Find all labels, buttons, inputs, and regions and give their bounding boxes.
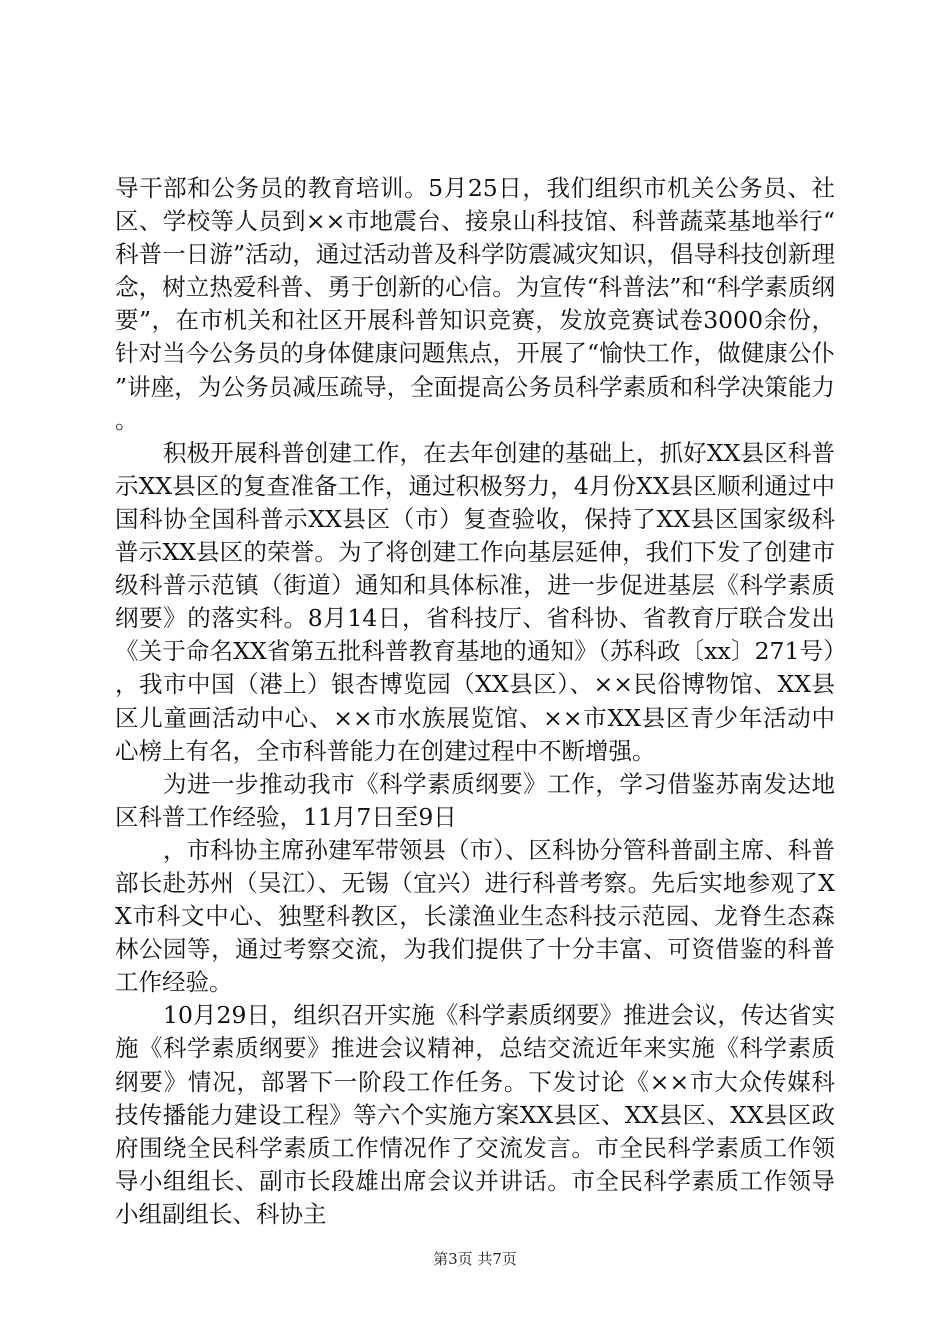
page-number-footer: 第3页 共7页 [433, 1250, 517, 1268]
paragraph-science-demo-creation: 积极开展科普创建工作，在去年创建的基础上，抓好XX县区科普示XX县区的复查准备工作，通过积极努力，4月份XX县区顺利通过中国科协全国科普示XX县区（市）复查验收，保持了XX县区国家级科普示XX县区的荣誉。为了将创建工作向基层延伸，我们下发了创建市级科普示范镇（街道）通知和具体标准，进一步促进基层《科学素质纲要》的落实科。8月14日，省科技厅、省科协、省教育厅联合发出《关于命名XX省第五批科普教育基地的通知》（苏科政〔xx〕271号），我市中国（港上）银杏博览园（XX县区）、××民俗博物馆、XX县区儿童画活动中心、××市水族展览馆、××市XX县区青少年活动中心榜上有名，全市科普能力在创建过程中不断增强。 [115, 438, 835, 765]
document-body [115, 172, 835, 1231]
paragraph-promotion-meeting: 10月29日，组织召开实施《科学素质纲要》推进会议，传达省实施《科学素质纲要》推进会议精神，总结交流近年来实施《科学素质纲要》情况，部署下一阶段工作任务。下发讨论《××市大众传媒科技传播能力建设工程》等六个实施方案XX县区、XX县区、XX县区政府围绕全民科学素质工作情况作了交流发言。市全民科学素质工作领导小组组长、副市长段雄出席会议并讲话。市全民科学素质工作领导小组副组长、科协主 [115, 1001, 835, 1228]
paragraph-study-tour-details: ，市科协主席孙建军带领县（市）、区科协分管科普副主席、科普部长赴苏州（吴江）、无锡（宜兴）进行科普考察。先后实地参观了XX市科文中心、独墅科教区，长漾渔业生态科技示范园、龙脊生态森林公园等，通过考察交流，为我们提供了十分丰富、可资借鉴的科普工作经验。 [115, 835, 835, 997]
paragraph-study-tour-intro: 为进一步推动我市《科学素质纲要》工作，学习借鉴苏南发达地区科普工作经验，11月7日至9日 [115, 769, 835, 831]
paragraph-public-servants: 导干部和公务员的教育培训。5月25日，我们组织市机关公务员、社区、学校等人员到××市地震台、接泉山科技馆、科普蔬菜基地举行“科普一日游”活动，通过活动普及科学防震减灾知识，倡导科技创新理念，树立热爱科普、勇于创新的心信。为宣传“科普法”和“科学素质纲要”，在市机关和社区开展科普知识竞赛，发放竞赛试卷3000余份，针对当今公务员的身体健康问题焦点，开展了“愉快工作，做健康公仆”讲座，为公务员减压疏导，全面提高公务员科学素质和科学决策能力。 [115, 174, 835, 434]
